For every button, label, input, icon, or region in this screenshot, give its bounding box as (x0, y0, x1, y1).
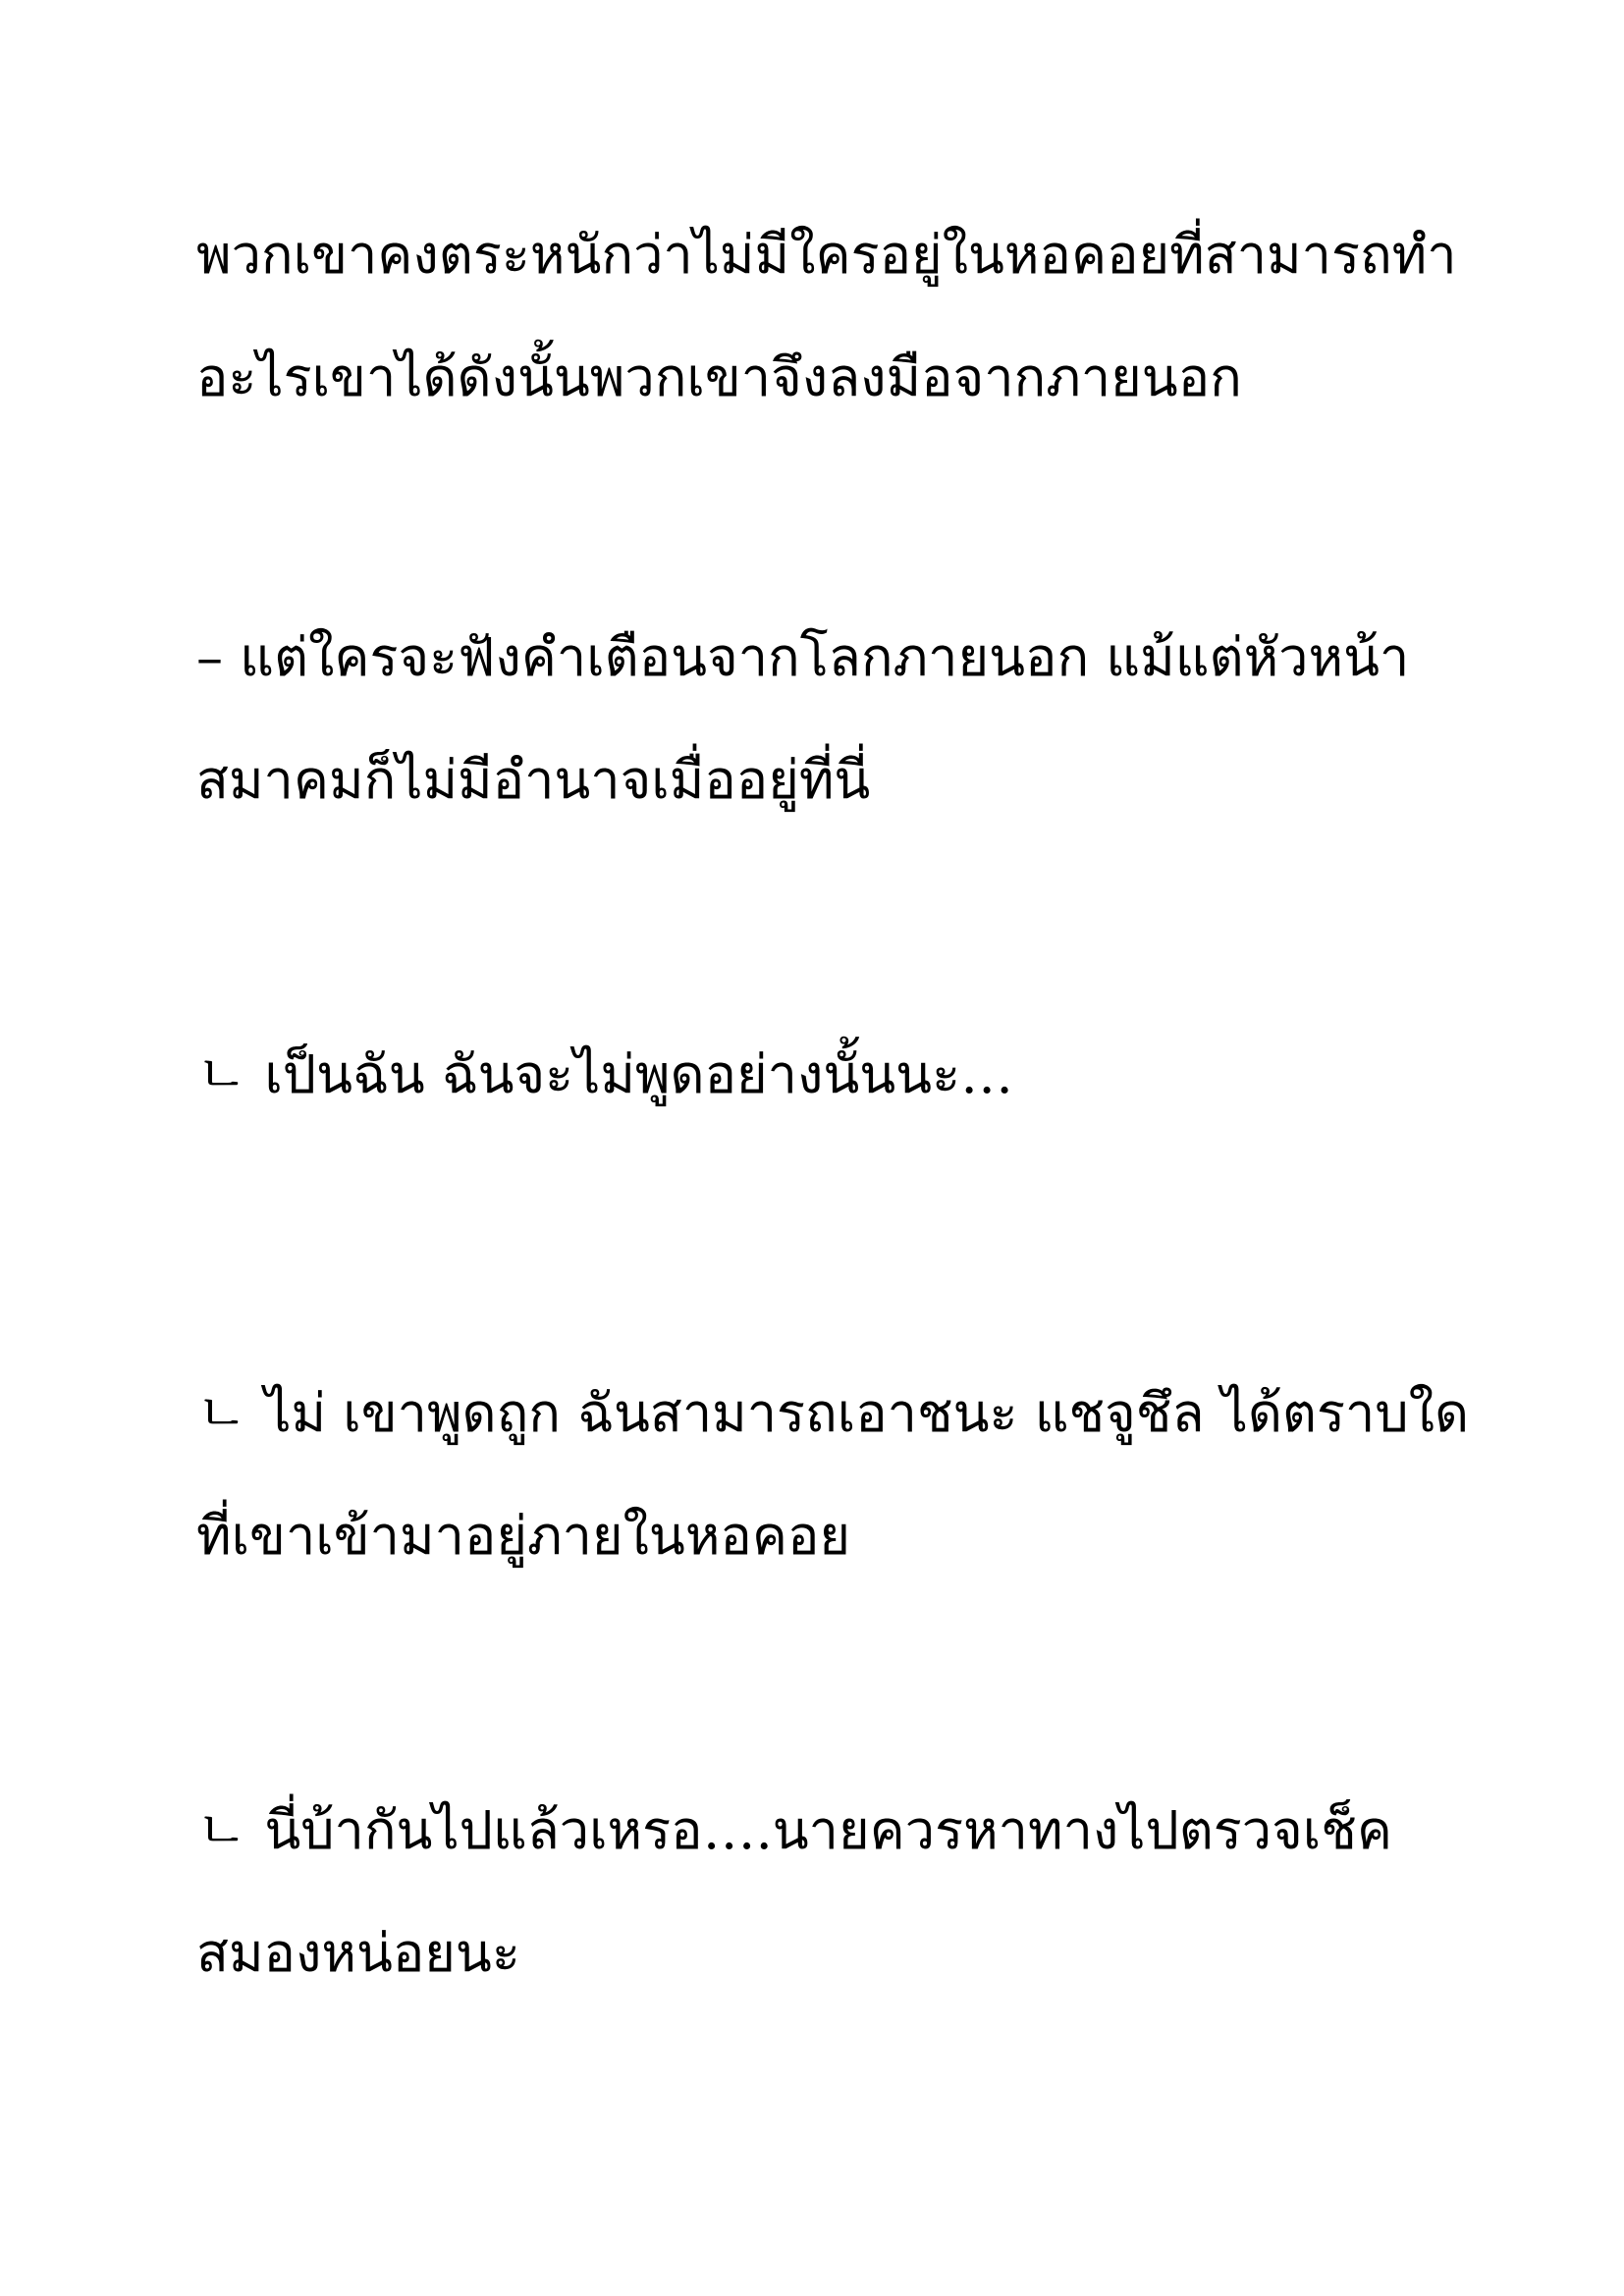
paragraph-4-line-1: ㄴ ไม่ เขาพูดถูก ฉันสามารถเอาชนะ แชจูชึล ได้ตราบใด (196, 1382, 1470, 1444)
paragraph-2-line-2: สมาคมก็ไม่มีอำนาจเมื่ออยู่ที่นี่ (196, 749, 871, 811)
paragraph-1-line-1: พวกเขาคงตระหนักว่าไม่มีใครอยู่ในหอคอยที่สามารถทำ (196, 224, 1457, 286)
paragraph-3-line-1: ㄴ เป็นฉัน ฉันจะไม่พูดอย่างนั้นนะ… (196, 1043, 1014, 1105)
paragraph-5-line-2: สมองหน่อยนะ (196, 1922, 520, 1984)
paragraph-2-line-1: – แต่ใครจะฟังคำเตือนจากโลกภายนอก แม้แต่หัวหน้า (196, 626, 1410, 688)
paragraph-5-line-1: ㄴ นี่บ้ากันไปแล้วเหรอ….นายควรหาทางไปตรวจเช็ค (196, 1799, 1392, 1861)
paragraph-4-line-2: ที่เขาเข้ามาอยู่ภายในหอคอย (196, 1505, 851, 1567)
paragraph-1-line-2: อะไรเขาได้ดังนั้นพวกเขาจึงลงมือจากภายนอก (196, 347, 1242, 408)
